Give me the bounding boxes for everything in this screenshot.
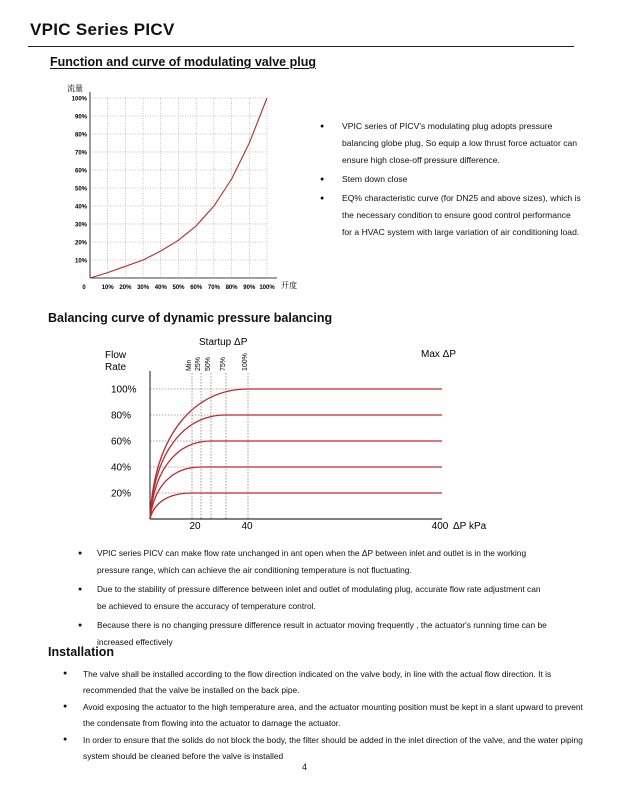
- list-item: ● Avoid exposing the actuator to the high temperature area, and the actuator mounting position must be kept in a slant upward to prevent the condensate from flowing into the actuator to damage the actuator.: [63, 699, 588, 731]
- y-axis-label-line1: Flow: [105, 350, 127, 361]
- opening-label: 50%: [205, 356, 212, 371]
- chart-axes: [150, 371, 442, 519]
- valve-plug-bullets: [318, 118, 583, 243]
- x-tick-label: 20%: [119, 285, 132, 291]
- balancing-curve-chart: [95, 333, 515, 535]
- opening-label: Min: [186, 359, 193, 371]
- x-axis-label: 开度: [281, 281, 297, 290]
- list-item: ● EQ% characteristic curve (for DN25 and above sizes), which is the necessary condition to ensure good control performance for a HVAC system with large variation of air conditioning load.: [318, 190, 583, 241]
- x-tick-labels: [82, 285, 275, 291]
- y-tick-label: 70%: [74, 150, 87, 157]
- y-tick-label: 100%: [111, 384, 137, 396]
- list-item: ● The valve shall be installed according to the flow direction indicated on the valve body, in line with the actual flow direction. It is recommended that the valve be installed on the back pipe.: [63, 666, 588, 698]
- list-item: ● VPIC series of PICV's modulating plug adopts pressure balancing globe plug, So equip a low thrust force actuator can ensure high close-off pressure difference.: [318, 118, 583, 169]
- section-heading-installation: Installation: [48, 645, 114, 659]
- valve-plug-curve-chart: [55, 80, 305, 292]
- page-number: 4: [302, 762, 308, 772]
- x-tick-label: 0: [82, 285, 86, 291]
- x-tick-label: 30%: [137, 285, 150, 291]
- y-tick-label: 60%: [111, 436, 132, 448]
- opening-labels: [186, 353, 249, 371]
- y-tick-label: 60%: [74, 168, 87, 175]
- y-tick-label: 20%: [74, 240, 87, 247]
- section-heading-valve-plug: Function and curve of modulating valve plug: [50, 55, 316, 69]
- x-tick-label: 100%: [259, 285, 275, 291]
- installation-bullets: [63, 666, 588, 765]
- y-tick-label: 20%: [111, 488, 132, 500]
- opening-label: 25%: [195, 356, 202, 371]
- x-tick-label: 40%: [154, 285, 167, 291]
- page-title: VPIC Series PICV: [30, 20, 175, 39]
- max-dp-annotation: Max ΔP: [421, 349, 457, 360]
- opening-label: 100%: [242, 353, 249, 371]
- balancing-bullets: [78, 545, 548, 653]
- chart-axes: [90, 92, 277, 278]
- y-axis-label-line2: Rate: [105, 362, 127, 373]
- balancing-curve-100: [150, 389, 442, 519]
- y-tick-labels: [111, 385, 137, 500]
- x-tick-label: 10%: [101, 285, 114, 291]
- x-tick-label: 60%: [190, 285, 203, 291]
- y-tick-label: 50%: [74, 186, 87, 193]
- y-tick-label: 80%: [74, 132, 87, 139]
- list-item: ● Stem down close: [318, 171, 583, 188]
- list-item: ● Due to the stability of pressure difference between inlet and outlet of modulating plug, accurate flow rate adjustment can be achieved to ensure the accuracy of temperature control.: [78, 581, 548, 615]
- x-axis-label: ΔP kPa: [453, 521, 487, 532]
- opening-label: 75%: [220, 356, 227, 371]
- startup-dp-annotation: Startup ΔP: [199, 337, 248, 348]
- balancing-curve-20: [150, 493, 442, 519]
- x-tick-label: 400: [431, 521, 449, 532]
- x-tick-label: 40: [241, 521, 253, 532]
- x-tick-label: 90%: [243, 285, 256, 291]
- title-divider: [28, 46, 574, 47]
- x-tick-label: 70%: [207, 285, 220, 291]
- dotted-guides: [150, 373, 248, 519]
- y-tick-label: 80%: [111, 410, 132, 422]
- y-tick-labels: [72, 97, 88, 265]
- y-tick-label: 10%: [74, 258, 87, 265]
- list-item: ● VPIC series PICV can make flow rate unchanged in ant open when the ΔP between inlet and outlet is in the working pressure range, which can achieve the air conditioning temperature is not fluctuating.: [78, 545, 548, 579]
- y-tick-label: 40%: [111, 462, 132, 474]
- chart-grid: [90, 98, 267, 278]
- balancing-curves: [150, 389, 442, 519]
- y-axis-label: 流量: [67, 84, 83, 93]
- section-heading-balancing: Balancing curve of dynamic pressure balancing: [48, 311, 333, 325]
- x-tick-labels: [189, 521, 448, 532]
- y-tick-label: 30%: [74, 222, 87, 229]
- y-tick-label: 100%: [71, 96, 87, 103]
- x-tick-label: 20: [189, 521, 201, 532]
- x-tick-label: 80%: [225, 285, 238, 291]
- y-tick-label: 90%: [74, 114, 87, 121]
- x-tick-label: 50%: [172, 285, 185, 291]
- list-item: ● Because there is no changing pressure difference result in actuator moving frequently , the actuator's running time can be increased effectively: [78, 617, 548, 651]
- balancing-curve-60: [150, 441, 442, 519]
- list-item: ● In order to ensure that the solids do not block the body, the filter should be added in the inlet direction of the valve, and the water piping system should be cleaned before the valve is installed: [63, 732, 588, 764]
- y-tick-label: 40%: [74, 204, 87, 211]
